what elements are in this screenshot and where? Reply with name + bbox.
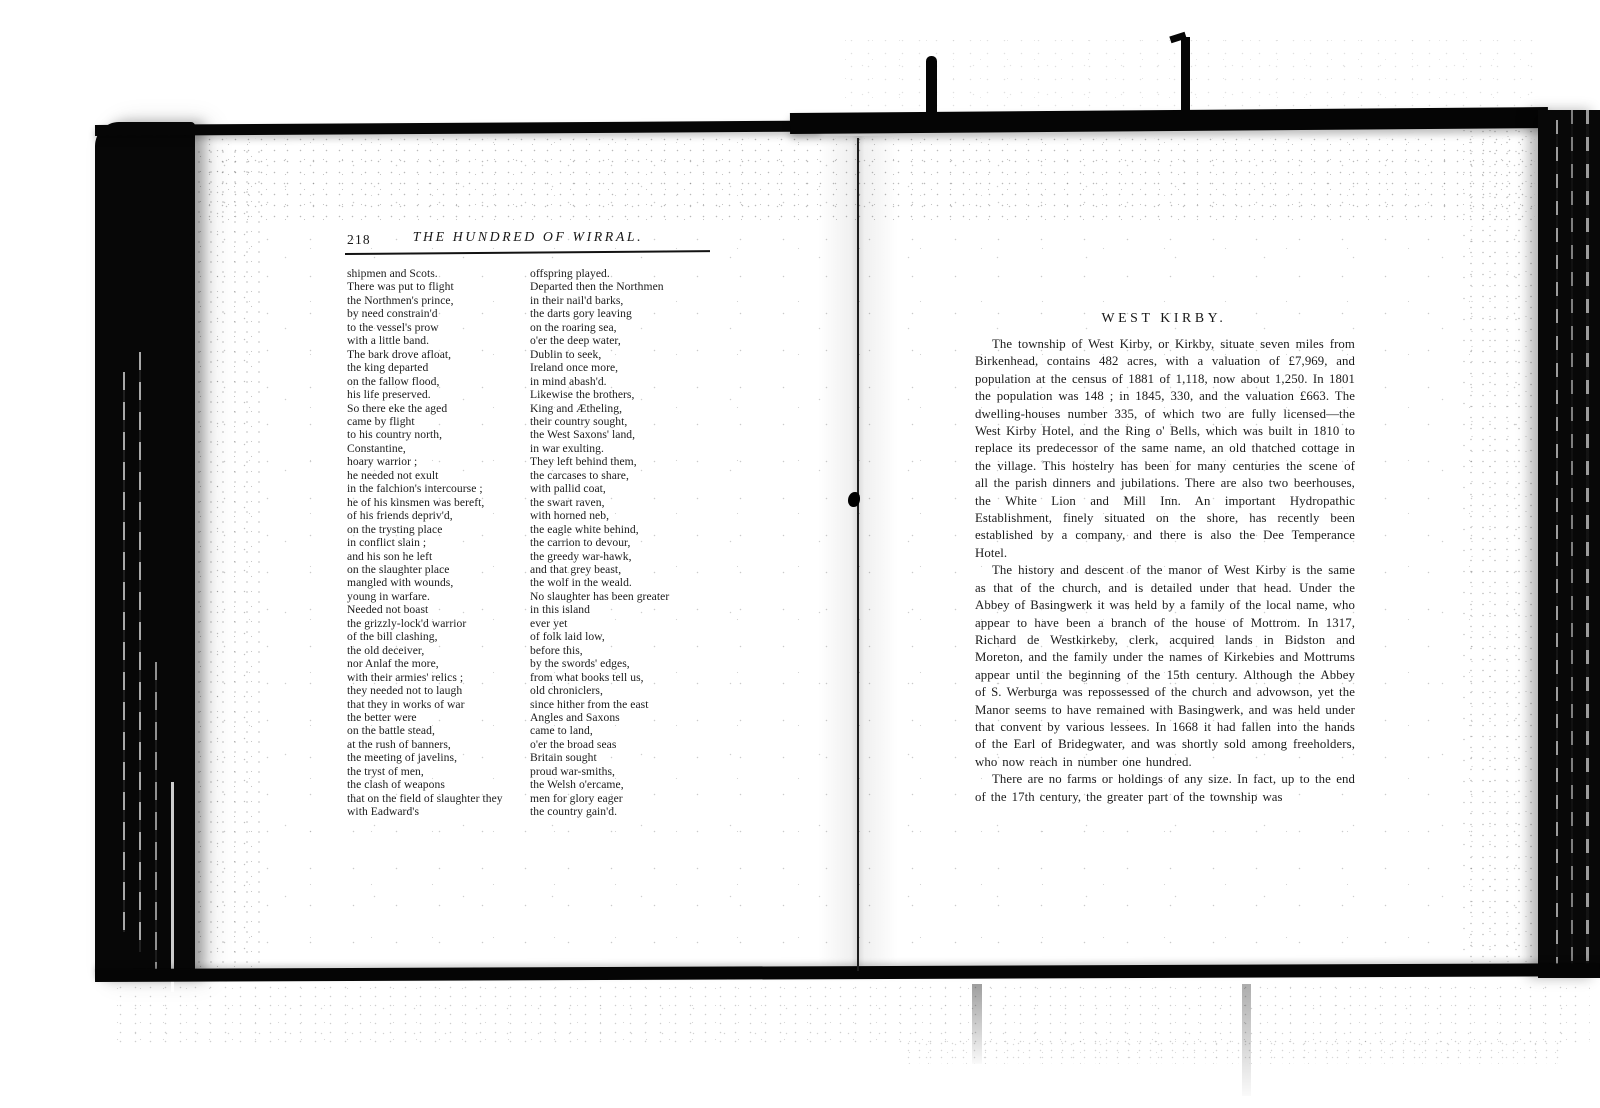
- poem-line: since hither from the east: [530, 697, 649, 711]
- book-right-edge: [1538, 110, 1600, 978]
- poem-line: he of his kinsmen was bereft,: [347, 495, 485, 509]
- poem-line: o'er the deep water,: [530, 334, 621, 348]
- poem-line: young in warfare.: [347, 589, 430, 603]
- poem-line: mangled with wounds,: [347, 576, 454, 590]
- bookmark-ribbon-bottom-2: [1242, 984, 1251, 1096]
- poem-line: of folk laid low,: [530, 630, 605, 644]
- poem-line: No slaughter has been greater: [530, 589, 670, 603]
- poem-line: men for glory eager: [530, 791, 623, 805]
- poem-line: Departed then the Northmen: [530, 280, 664, 294]
- page-edge-striation: [123, 372, 125, 932]
- poem-line: hoary warrior ;: [347, 455, 418, 469]
- book-left-spine-edge: [95, 122, 195, 979]
- poem-line: the carcases to share,: [530, 468, 629, 482]
- scan-noise: [110, 985, 1590, 1043]
- poem-line: the eagle white behind,: [530, 522, 639, 536]
- book-top-edge-left: [95, 121, 820, 136]
- page-edge-striation: [1586, 110, 1589, 970]
- poem-line: proud war-smiths,: [530, 764, 615, 778]
- poem-line: with horned neb,: [530, 509, 610, 523]
- poem-line: the wolf in the weald.: [530, 576, 632, 590]
- poem-line: to his country north,: [347, 428, 443, 442]
- scan-noise: [900, 1040, 1560, 1064]
- poem-line: the carrion to devour,: [530, 536, 631, 550]
- poem-line: and that grey beast,: [530, 562, 622, 576]
- poem-line: by the swords' edges,: [530, 657, 630, 671]
- poem-line: Britain sought: [530, 751, 597, 765]
- poem-line: o'er the broad seas: [530, 737, 617, 751]
- page-header: [345, 229, 711, 251]
- poem-line: in this island: [530, 603, 590, 617]
- poem-line: Angles and Saxons: [530, 710, 620, 724]
- scan-noise: [190, 150, 265, 970]
- poem-line: King and Ætheling,: [530, 401, 623, 415]
- poem-line: came to land,: [530, 724, 593, 738]
- poem-line: old chroniclers,: [530, 684, 603, 698]
- poem-line: on the trysting place: [347, 522, 443, 536]
- poem-line: of his friends depriv'd,: [347, 509, 453, 523]
- poem-column-1: [347, 267, 503, 819]
- paragraph: There are no farms or holdings of any size. In fact, up to the end of the 17th century, the greater part of the township was: [975, 772, 1355, 804]
- poem-line: from what books tell us,: [530, 670, 644, 684]
- poem-line: at the rush of banners,: [347, 737, 451, 751]
- poem-line: So there eke the aged: [347, 401, 448, 415]
- poem-line: ever yet: [530, 616, 568, 630]
- poem-line: came by flight: [347, 414, 415, 428]
- poem-column-2: [530, 267, 669, 819]
- poem-line: his life preserved.: [347, 388, 431, 402]
- poem-line: on the fallow flood,: [347, 374, 440, 388]
- poem-line: of the bill clashing,: [347, 630, 438, 644]
- poem-line: the swart raven,: [530, 495, 605, 509]
- paragraph: The township of West Kirby, or Kirkby, situate seven miles from Birkenhead, contains 482 acres, with a valuation of £7,969, and population at the census of 1881 of 1,118, now about 1,250. In 1801 the population was 148 ; in 1845, 330, and the valuation £663. The dwelling-houses number 335, of which two are fully licensed—the West Kirby Hotel, and the Ring o' Bells, which was built in 1810 to replace its predecessor of the same name, an old thatched cottage in the village. This hostelry has been for many centuries the scene of all the parish dinners and jubilations. There are also two beerhouses, the White Lion and Mill Inn. An important Hydropathic Establishment, finely situated on the shore, has recently been established by a company, and there is also the Dee Temperance Hotel.: [975, 337, 1355, 560]
- poem-line: with pallid coat,: [530, 482, 606, 496]
- poem-line: the tryst of men,: [347, 764, 424, 778]
- poem-line: the West Saxons' land,: [530, 428, 636, 442]
- bookmark-ribbon-bottom-1: [972, 984, 982, 1064]
- poem-line: They left behind them,: [530, 455, 637, 469]
- running-title: THE HUNDRED OF WIRRAL.: [412, 229, 644, 244]
- poem-line: the clash of weapons: [347, 778, 445, 792]
- scan-noise: [840, 40, 1545, 112]
- page-edge-striation: [155, 662, 157, 982]
- poem-line: in the falchion's intercourse ;: [347, 482, 483, 496]
- poem-line: Constantine,: [347, 441, 406, 455]
- poem-line: and his son he left: [347, 549, 433, 563]
- poem-line: they needed not to laugh: [347, 684, 463, 698]
- poem-line: nor Anlaf the more,: [347, 657, 439, 671]
- page-number: 218: [347, 232, 371, 247]
- gutter-line: [857, 138, 859, 971]
- page-edge-striation: [1571, 110, 1573, 970]
- poem-line: Ireland once more,: [530, 361, 619, 375]
- poem-line: offspring played.: [530, 267, 610, 280]
- poem-line: that they in works of war: [347, 697, 465, 711]
- section-heading: WEST KIRBY.: [1101, 310, 1227, 325]
- poem-line: in conflict slain ;: [347, 536, 427, 550]
- poem-line: in mind abash'd.: [530, 374, 607, 388]
- poem-line: with Eadward's: [347, 805, 420, 819]
- book-top-edge-right: [790, 107, 1548, 134]
- page-edge-striation: [139, 352, 141, 952]
- poem-line: on the slaughter place: [347, 562, 450, 576]
- poem-line: Needed not boast: [347, 603, 429, 617]
- bookmark-ribbon-top-1: [926, 56, 937, 126]
- poem-line: their country sought,: [530, 414, 628, 428]
- scan-noise: [1462, 130, 1538, 970]
- poem-line: the country gain'd.: [530, 805, 618, 819]
- poem-line: he needed not exult: [347, 468, 439, 482]
- poem-line: the Northmen's prince,: [347, 293, 454, 307]
- poem-line: the king departed: [347, 361, 429, 375]
- poem-line: in their nail'd barks,: [530, 293, 624, 307]
- poem-line: before this,: [530, 643, 583, 657]
- poem-line: shipmen and Scots.: [347, 267, 438, 280]
- poem-line: There was put to flight: [347, 280, 454, 294]
- poem-line: with a little band.: [347, 334, 430, 348]
- bookmark-ribbon-top-2: [1181, 37, 1190, 119]
- poem-line: the better were: [347, 710, 417, 724]
- page-edge-striation: [171, 782, 174, 992]
- poem-line: Dublin to seek,: [530, 347, 602, 361]
- poem-line: with their armies' relics ;: [347, 670, 464, 684]
- poem-line: the greedy war-hawk,: [530, 549, 632, 563]
- paragraph: The history and descent of the manor of West Kirby is the same as that of the church, and is detailed under that head. Under the Abbey of Basingwerk it was held by a family of the local name, who appear to have been a branch of the house of Mottrom. In 1317, Richard de Westkirkeby, clerk, acquired lands in Bidston and Moreton, and the family under the names of Kirkebies and Mottrums appear until the beginning of the 15th century. Although the Abbey of S. Werburga was repossessed of the church and advowson, yet the Manor seems to have remained with Basingwerk, and was held under that convent by various lessees. In 1668 it had fallen into the hands of the Earl of Bridegwater, and was shortly sold among freeholders, who now reach in number one hundred.: [975, 563, 1355, 769]
- poem-line: Likewise the brothers,: [530, 388, 635, 402]
- poem-line: the darts gory leaving: [530, 307, 632, 321]
- poem-line: in war exulting.: [530, 441, 604, 455]
- poem-line: by need constrain'd: [347, 307, 438, 321]
- poem-line: the grizzly-lock'd warrior: [347, 616, 467, 630]
- poem-line: the Welsh o'ercame,: [530, 778, 624, 792]
- poem-line: to the vessel's prow: [347, 320, 439, 334]
- poem-line: that on the field of slaughter they: [347, 791, 503, 805]
- poem-line: on the battle stead,: [347, 724, 435, 738]
- poem-line: The bark drove afloat,: [347, 347, 452, 361]
- poem-line: on the roaring sea,: [530, 320, 617, 334]
- body-text: [975, 336, 1355, 806]
- poem-line: the meeting of javelins,: [347, 751, 458, 765]
- page-edge-striation: [1556, 120, 1558, 970]
- poem-line: the old deceiver,: [347, 643, 425, 657]
